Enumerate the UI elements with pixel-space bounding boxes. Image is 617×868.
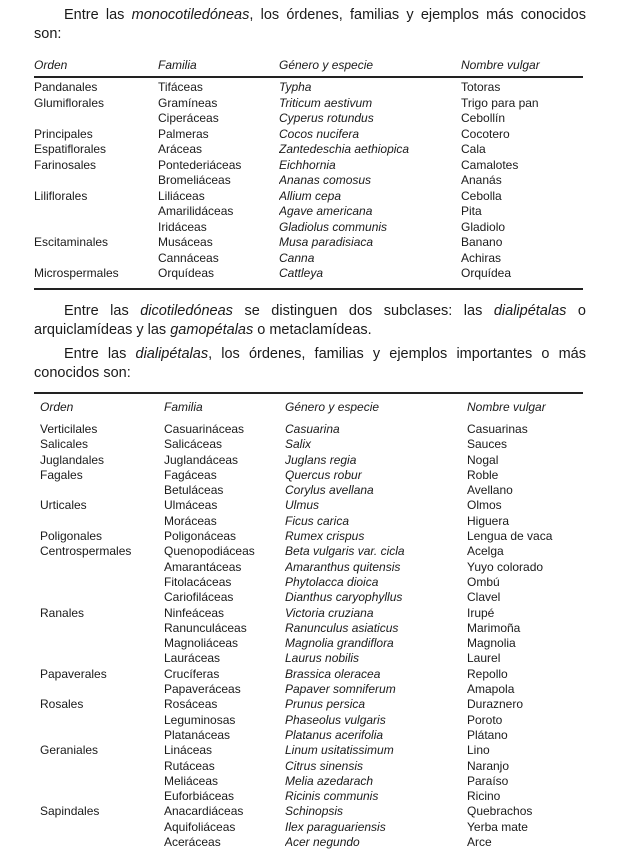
cell-nombre: Roble <box>467 467 499 482</box>
cell-orden <box>40 651 164 666</box>
cell-orden: Microspermales <box>34 266 119 280</box>
cell-nombre: Achiras <box>461 250 502 265</box>
intro-dialipetalas <box>34 345 586 383</box>
cell-genero: Agave americana <box>279 204 373 218</box>
cell-nombre: Quebrachos <box>467 804 533 819</box>
cell-nombre: Olmos <box>467 498 502 513</box>
cell-nombre: Ricino <box>467 789 501 804</box>
cell-familia: Betuláceas <box>164 483 224 498</box>
cell-nombre: Orquídea <box>461 266 512 280</box>
table-header-row <box>40 400 586 422</box>
intro-text: se distinguen dos subclases: las <box>232 303 494 319</box>
cell-nombre: Yerba mate <box>467 819 528 834</box>
cell-genero: Allium cepa <box>279 188 342 203</box>
table-row <box>40 422 586 437</box>
cell-orden <box>40 621 164 636</box>
cell-genero: Canna <box>279 250 315 265</box>
cell-nombre: Repollo <box>467 666 508 681</box>
cell-familia: Ninfeáceas <box>164 605 225 620</box>
cell-nombre: Avellano <box>467 483 513 498</box>
cell-orden <box>40 759 164 774</box>
intro-term: gamopétalas <box>170 322 254 338</box>
intro-text: Entre las <box>64 303 141 319</box>
table-row <box>34 251 586 267</box>
cell-orden: Fagales <box>40 467 83 482</box>
cell-genero: Ilex paraguariensis <box>285 819 386 834</box>
cell-familia: Ranunculáceas <box>164 620 247 635</box>
cell-familia: Fitolacáceas <box>164 574 232 589</box>
intro-text: Entre las <box>64 7 132 23</box>
table-row <box>40 621 586 636</box>
cell-familia: Leguminosas <box>164 712 236 727</box>
cell-nombre: Duraznero <box>467 697 524 712</box>
cell-genero: Corylus avellana <box>285 483 374 498</box>
cell-orden <box>34 111 158 127</box>
table-bottom-rule <box>34 288 583 290</box>
cell-nombre: Paraíso <box>467 773 509 788</box>
table-row <box>40 529 586 544</box>
cell-orden: Ranales <box>40 605 85 620</box>
intro-text: , los órdenes, familias y ejemplos importantes o más conocidos son: <box>34 346 586 381</box>
cell-familia: Casuarináceas <box>164 422 245 436</box>
cell-genero: Cocos nucifera <box>279 126 360 141</box>
table-row <box>34 173 586 189</box>
cell-genero: Typha <box>279 80 312 94</box>
cell-genero: Cattleya <box>279 266 324 280</box>
table-row <box>34 96 586 112</box>
cell-orden <box>40 575 164 590</box>
cell-nombre: Gladiolo <box>461 219 506 234</box>
cell-genero: Magnolia grandiflora <box>285 636 394 651</box>
intro-dicot <box>34 302 586 340</box>
cell-familia: Lauráceas <box>164 651 221 666</box>
cell-nombre: Amapola <box>467 682 515 697</box>
cell-orden <box>40 483 164 498</box>
cell-genero: Casuarina <box>285 422 340 436</box>
cell-orden: Pandanales <box>34 80 98 94</box>
cell-nombre: Poroto <box>467 712 503 727</box>
table-row <box>40 544 586 559</box>
cell-nombre: Trigo para pan <box>461 95 539 110</box>
cell-orden: Sapindales <box>40 804 100 819</box>
cell-nombre: Cocotero <box>461 126 510 141</box>
cell-familia: Fagáceas <box>164 467 217 482</box>
header-orden: Orden <box>40 400 74 414</box>
cell-familia: Salicáceas <box>164 437 223 452</box>
table-row <box>34 80 586 96</box>
table-row <box>40 759 586 774</box>
table-row <box>40 483 586 498</box>
cell-genero: Brassica oleracea <box>285 666 381 681</box>
cell-orden <box>40 590 164 605</box>
cell-genero: Ricinis communis <box>285 789 379 804</box>
cell-familia: Amarantáceas <box>164 559 242 574</box>
table-row <box>40 820 586 835</box>
header-nombre: Nombre vulgar <box>461 58 540 72</box>
cell-genero: Musa paradisiaca <box>279 235 374 249</box>
table-row <box>40 835 586 850</box>
cell-orden <box>40 820 164 835</box>
table-row <box>40 514 586 529</box>
cell-genero: Prunus persica <box>285 697 366 712</box>
cell-nombre: Marimoña <box>467 620 521 635</box>
cell-genero: Cyperus rotundus <box>279 111 374 125</box>
header-familia: Familia <box>158 58 197 72</box>
cell-familia: Rosáceas <box>164 697 218 712</box>
cell-genero: Papaver somniferum <box>285 682 396 697</box>
intro-term: dialipétalas <box>493 303 567 319</box>
cell-familia: Papaveráceas <box>164 682 241 697</box>
cell-orden: Papaverales <box>40 666 107 681</box>
cell-orden <box>40 560 164 575</box>
cell-orden <box>40 636 164 651</box>
cell-nombre: Clavel <box>467 590 501 605</box>
cell-genero: Zantedeschia aethiopica <box>279 142 410 156</box>
cell-nombre: Cebolla <box>461 188 502 203</box>
cell-genero: Phaseolus vulgaris <box>285 712 386 727</box>
table-row <box>40 636 586 651</box>
cell-familia: Cariofiláceas <box>164 590 234 605</box>
cell-genero: Beta vulgaris var. cicla <box>285 544 405 559</box>
cell-orden <box>34 251 158 267</box>
cell-nombre: Laurel <box>467 651 501 666</box>
table-row <box>40 774 586 789</box>
header-familia: Familia <box>164 400 203 414</box>
intro-term: monocotiledóneas <box>131 7 250 23</box>
table-row <box>34 235 586 251</box>
cell-genero: Quercus robur <box>285 467 362 482</box>
cell-orden: Salicales <box>40 437 89 452</box>
table-row <box>40 560 586 575</box>
cell-genero: Ficus carica <box>285 513 350 528</box>
cell-familia: Juglandáceas <box>164 452 239 467</box>
table-row <box>40 713 586 728</box>
cell-nombre: Naranjo <box>467 758 510 773</box>
cell-genero: Schinopsis <box>285 804 344 819</box>
cell-familia: Crucíferas <box>164 666 220 681</box>
header-nombre: Nombre vulgar <box>467 400 546 414</box>
cell-nombre: Totoras <box>461 80 501 94</box>
cell-familia: Euforbiáceas <box>164 789 235 804</box>
monocot-table <box>34 58 586 282</box>
cell-familia: Rutáceas <box>164 758 215 773</box>
cell-familia: Aceráceas <box>164 835 221 850</box>
cell-orden: Espatiflorales <box>34 142 107 156</box>
cell-nombre: Sauces <box>467 437 508 452</box>
table-row <box>34 111 586 127</box>
cell-genero: Ranunculus asiaticus <box>285 620 399 635</box>
intro-text: o metaclamídeas. <box>253 322 372 338</box>
intro-text: Entre las <box>64 346 136 362</box>
intro-text: , los órdenes, familias y ejemplos más conocidos son: <box>34 7 586 42</box>
cell-nombre: Yuyo colorado <box>467 559 544 574</box>
cell-genero: Eichhornia <box>279 157 336 172</box>
intro-term: dicotiledóneas <box>140 303 233 319</box>
cell-genero: Citrus sinensis <box>285 758 364 773</box>
cell-nombre: Arce <box>467 835 492 850</box>
cell-nombre: Magnolia <box>467 636 516 651</box>
cell-nombre: Cala <box>461 142 486 156</box>
table-row <box>40 575 586 590</box>
cell-orden <box>34 204 158 220</box>
table-row <box>40 789 586 804</box>
cell-nombre: Banano <box>461 235 503 249</box>
intro-text: o arquiclamídeas y las <box>34 303 586 338</box>
table-row <box>34 158 586 174</box>
cell-genero: Salix <box>285 437 312 452</box>
dicot-table <box>40 400 586 850</box>
cell-genero: Platanus acerifolia <box>285 727 384 742</box>
cell-genero: Dianthus caryophyllus <box>285 590 403 605</box>
table-row <box>40 743 586 758</box>
table-row <box>34 266 586 282</box>
table-row <box>40 682 586 697</box>
cell-orden: Escitaminales <box>34 235 109 249</box>
table-row <box>40 453 586 468</box>
cell-orden <box>34 173 158 189</box>
cell-familia: Anacardiáceas <box>164 804 244 819</box>
cell-genero: Melia azedarach <box>285 773 374 788</box>
cell-familia: Moráceas <box>164 513 217 528</box>
table-row <box>40 667 586 682</box>
cell-familia: Orquídeas <box>158 266 215 280</box>
table-row <box>34 127 586 143</box>
cell-nombre: Casuarinas <box>467 422 528 436</box>
cell-nombre: Pita <box>461 204 482 218</box>
cell-orden: Principales <box>34 126 93 141</box>
cell-genero: Acer negundo <box>285 835 360 850</box>
cell-familia: Aquifoliáceas <box>164 819 236 834</box>
cell-nombre: Higuera <box>467 513 510 528</box>
header-orden: Orden <box>34 58 68 72</box>
cell-orden <box>40 514 164 529</box>
table-row <box>40 468 586 483</box>
cell-nombre: Ananás <box>461 173 502 187</box>
cell-nombre: Cebollín <box>461 111 506 125</box>
cell-genero: Victoria cruziana <box>285 605 374 620</box>
cell-familia: Poligonáceas <box>164 529 237 544</box>
cell-orden <box>40 682 164 697</box>
cell-orden: Rosales <box>40 697 84 712</box>
cell-genero: Ulmus <box>285 498 320 513</box>
cell-genero: Amaranthus quitensis <box>285 559 401 574</box>
table-row <box>40 606 586 621</box>
cell-familia: Musáceas <box>158 235 213 249</box>
cell-orden: Geraniales <box>40 743 99 758</box>
table-row <box>34 204 586 220</box>
table-row <box>40 498 586 513</box>
table-row <box>40 697 586 712</box>
cell-familia: Ulmáceas <box>164 498 218 513</box>
cell-nombre: Irupé <box>467 605 495 620</box>
cell-familia: Pontederiáceas <box>158 157 242 172</box>
cell-genero: Triticum aestivum <box>279 95 373 110</box>
cell-genero: Phytolacca dioica <box>285 574 379 589</box>
cell-familia: Magnoliáceas <box>164 636 239 651</box>
cell-orden: Poligonales <box>40 529 103 544</box>
cell-familia: Ciperáceas <box>158 111 219 125</box>
cell-orden: Centrospermales <box>40 544 132 559</box>
cell-genero: Linum usitatissimum <box>285 743 394 758</box>
cell-genero: Laurus nobilis <box>285 651 360 666</box>
cell-familia: Meliáceas <box>164 773 219 788</box>
cell-orden: Juglandales <box>40 452 105 467</box>
cell-familia: Platanáceas <box>164 727 231 742</box>
cell-nombre: Plátano <box>467 727 508 742</box>
cell-genero: Rumex crispus <box>285 529 365 544</box>
table-row <box>34 220 586 236</box>
cell-familia: Gramíneas <box>158 95 218 110</box>
cell-nombre: Lengua de vaca <box>467 529 553 544</box>
cell-familia: Iridáceas <box>158 219 207 234</box>
cell-familia: Lináceas <box>164 743 213 758</box>
table-row <box>40 651 586 666</box>
cell-familia: Tifáceas <box>158 80 203 94</box>
cell-nombre: Acelga <box>467 544 504 559</box>
intro-term: dialipétalas <box>135 346 209 362</box>
cell-familia: Aráceas <box>158 142 203 156</box>
table-row <box>34 142 586 158</box>
cell-familia: Cannáceas <box>158 250 219 265</box>
cell-orden <box>40 789 164 804</box>
cell-nombre: Nogal <box>467 452 499 467</box>
cell-orden: Liliflorales <box>34 188 88 203</box>
cell-familia: Liliáceas <box>158 188 205 203</box>
cell-familia: Amarilidáceas <box>158 204 234 218</box>
cell-orden <box>40 713 164 728</box>
cell-nombre: Lino <box>467 743 490 758</box>
table-row <box>34 189 586 205</box>
table-row <box>40 804 586 819</box>
cell-familia: Palmeras <box>158 126 209 141</box>
cell-genero: Ananas comosus <box>279 173 372 187</box>
cell-orden <box>40 774 164 789</box>
cell-nombre: Camalotes <box>461 157 519 172</box>
cell-familia: Bromeliáceas <box>158 173 231 187</box>
cell-orden: Glumiflorales <box>34 95 105 110</box>
cell-orden: Farinosales <box>34 157 97 172</box>
table2-top-rule <box>34 392 583 394</box>
cell-familia: Quenopodiáceas <box>164 544 255 559</box>
intro-monocot <box>34 6 586 44</box>
table-row <box>40 437 586 452</box>
cell-orden <box>40 835 164 850</box>
cell-orden: Verticilales <box>40 422 98 436</box>
table-row <box>40 728 586 743</box>
table-row <box>40 590 586 605</box>
cell-genero: Gladiolus communis <box>279 219 388 234</box>
cell-orden <box>34 220 158 236</box>
cell-orden: Urticales <box>40 498 87 513</box>
cell-orden <box>40 728 164 743</box>
header-genero: Género y especie <box>285 400 380 414</box>
table-top-rule <box>34 76 583 78</box>
header-genero: Género y especie <box>279 58 374 72</box>
cell-genero: Juglans regia <box>285 452 357 467</box>
cell-nombre: Ombú <box>467 574 500 589</box>
